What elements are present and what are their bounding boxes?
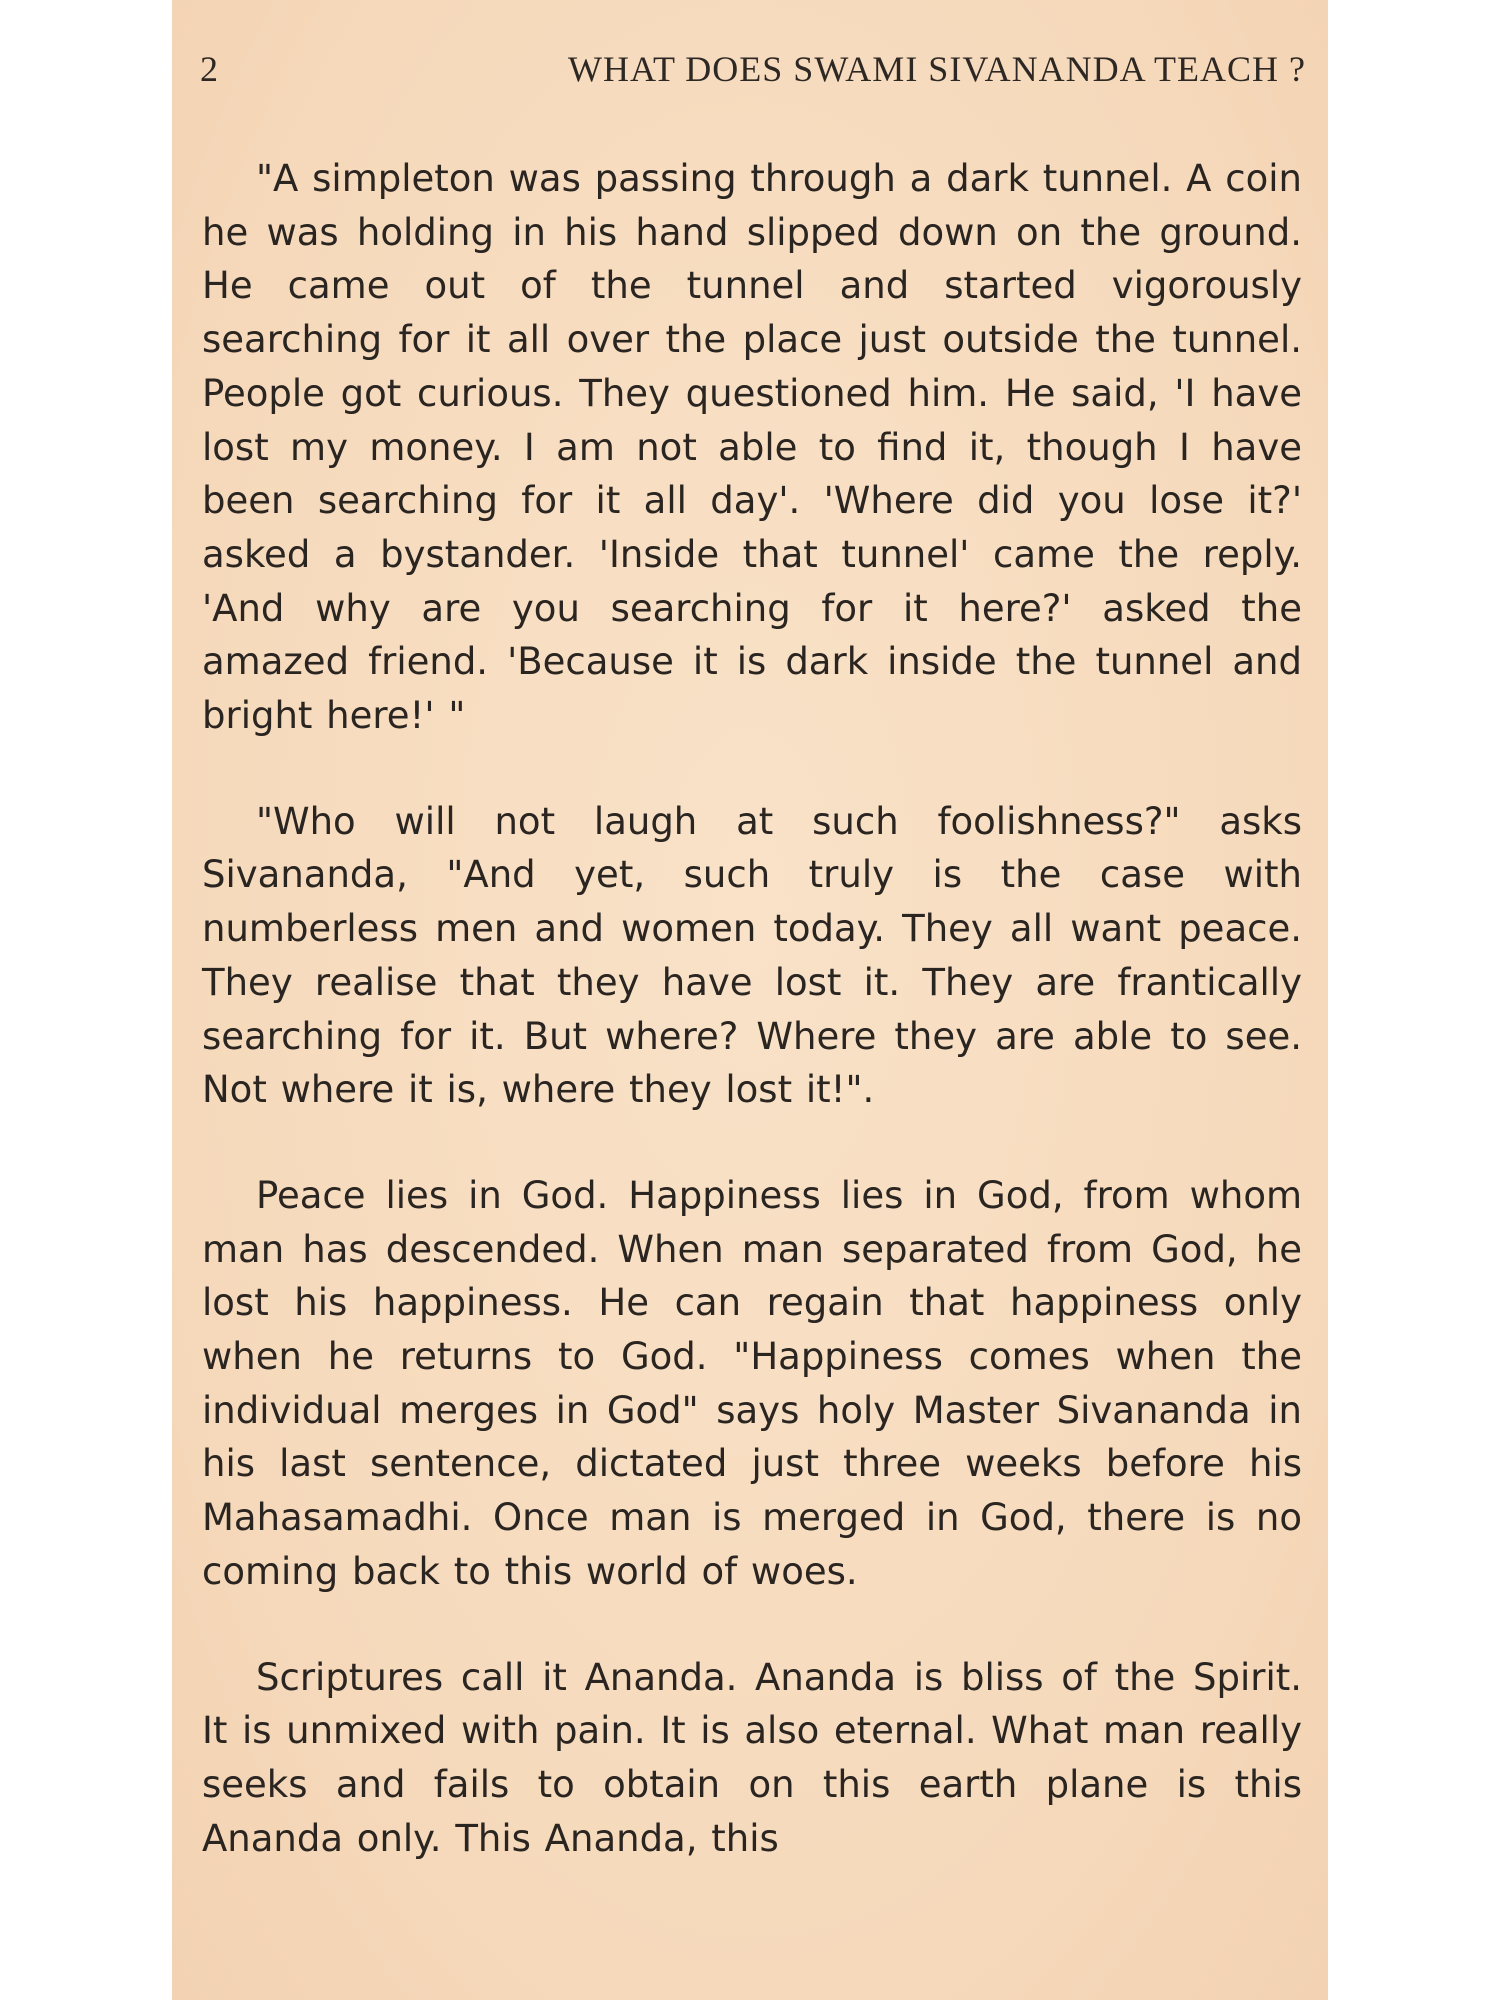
paragraph-foolishness: "Who will not laugh at such foolishness?" asks Sivananda, "And yet, such truly is the case with numberless men and women today. They all want peace. They realise that they have lost it. They are frantically searching for it. But where? Where they are able to see. Not where it is, where they lost it!". (202, 799, 1302, 1112)
paragraph-ananda: Scriptures call it Ananda. Ananda is bliss of the Spirit. It is unmixed with pain. It is also eternal. What man really seeks and fails to obtain on this earth plane is this Ananda only. This Ananda, this (202, 1655, 1302, 1860)
paragraph-peace-in-god: Peace lies in God. Happiness lies in God, from whom man has descended. When man separated from God, he lost his happiness. He can regain that happiness only when he returns to God. "Happiness comes when the individual merges in God" says holy Master Sivananda in his last sentence, dictated just three weeks before his Mahasamadhi. Once man is merged in God, there is no coming back to this world of woes. (202, 1173, 1302, 1593)
page-number: 2 (200, 49, 219, 89)
book-page (172, 0, 1328, 2000)
page-body (202, 152, 1302, 1865)
paragraph-simpleton-story: "A simpleton was passing through a dark tunnel. A coin he was holding in his hand slipped down on the ground. He came out of the tunnel and started vigorously searching for it all over the place just outside the tunnel. People got curious. They questioned him. He said, 'I have lost my money. I am not able to find it, though I have been searching for it all day'. 'Where did you lose it?' asked a bystander. 'Inside that tunnel' came the reply. 'And why are you searching for it here?' asked the amazed friend. 'Because it is dark inside the tunnel and bright here!' " (202, 157, 1302, 738)
running-head: WHAT DOES SWAMI SIVANANDA TEACH ? (567, 49, 1306, 89)
page-header (200, 48, 1306, 92)
